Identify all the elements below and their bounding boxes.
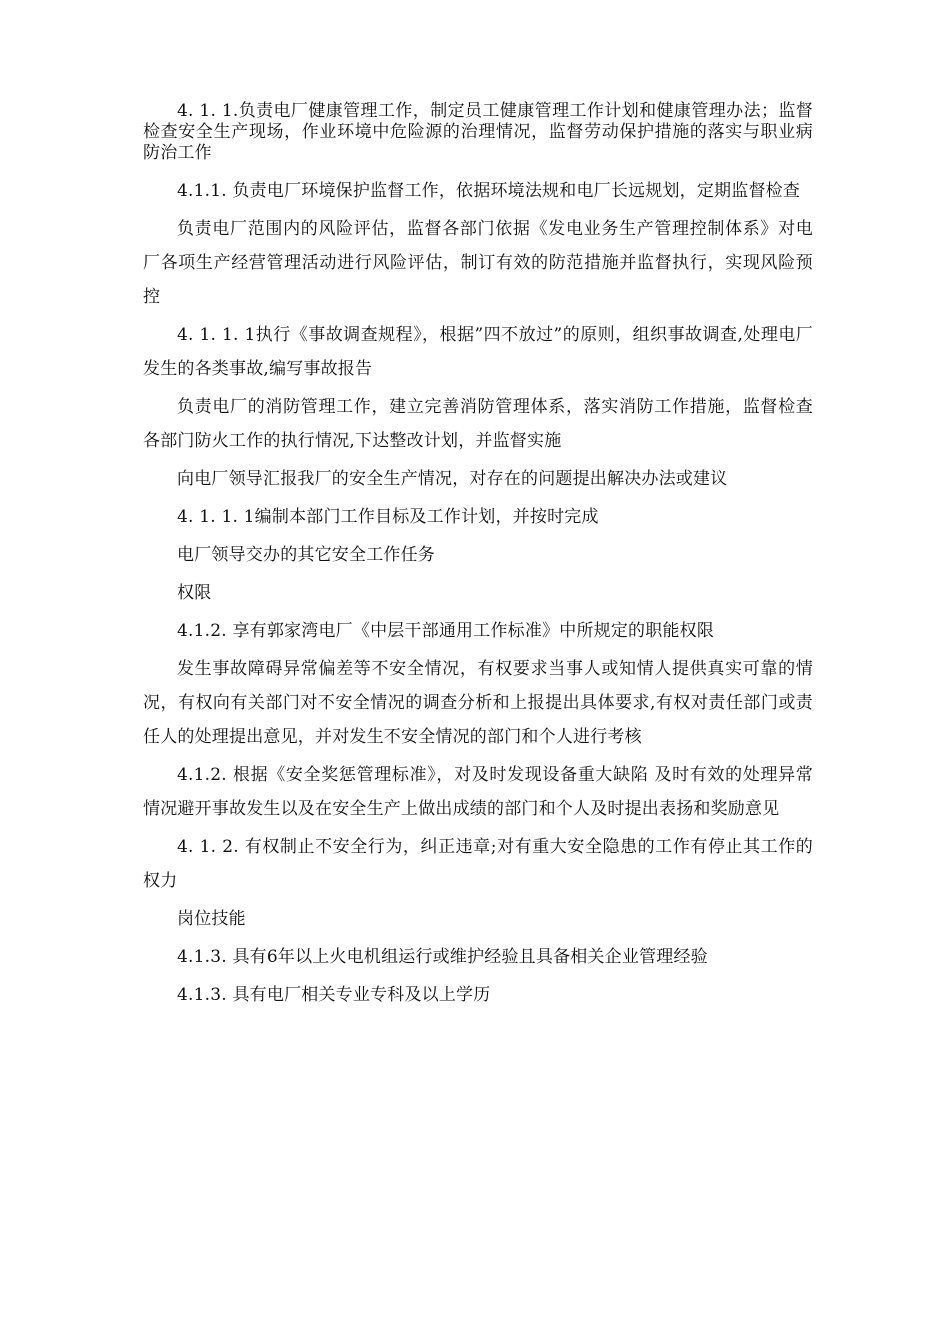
paragraph-accident-investigation: 4. 1. 1. 1执行《事故调查规程》，根据”四不放过”的原则，组织事故调查,处理电厂发生的各类事故,编写事故报告 [143, 325, 813, 379]
paragraph-environment-protection: 4.1.1. 负责电厂环境保护监督工作，依据环境法规和电厂长远规划，定期监督检查 [177, 181, 801, 201]
paragraph-department-goals: 4. 1. 1. 1编制本部门工作目标及工作计划，并按时完成 [177, 507, 599, 527]
document-body [143, 101, 813, 1016]
paragraph-functional-authority: 4.1.2. 享有郭家湾电厂《中层干部通用工作标准》中所规定的职能权限 [177, 621, 715, 641]
paragraph-rewards: 4.1.2. 根据《安全奖惩管理标准》，对及时发现设备重大缺陷 及时有效的处理异常情况避开事故发生以及在安全生产上做出成绩的部门和个人及时提出表扬和奖励意见 [143, 765, 813, 819]
paragraph-other-tasks: 电厂领导交办的其它安全工作任务 [177, 545, 435, 565]
paragraph-risk-assessment: 负责电厂范围内的风险评估，监督各部门依据《发电业务生产管理控制体系》对电厂各项生产经营管理活动进行风险评估，制订有效的防范措施并监督执行，实现风险预控 [143, 219, 813, 307]
section-heading-authority: 权限 [177, 583, 212, 603]
paragraph-experience-requirement: 4.1.3. 具有6年以上火电机组运行或维护经验且具备相关企业管理经验 [177, 947, 708, 967]
paragraph-stop-unsafe-behavior: 4. 1. 2. 有权制止不安全行为，纠正违章;对有重大安全隐患的工作有停止其工作的权力 [143, 837, 813, 891]
section-heading-job-skills: 岗位技能 [177, 909, 246, 929]
paragraph-fire-management: 负责电厂的消防管理工作，建立完善消防管理体系，落实消防工作措施，监督检查各部门防火工作的执行情况,下达整改计划，并监督实施 [143, 397, 813, 451]
paragraph-education-requirement: 4.1.3. 具有电厂相关专业专科及以上学历 [177, 985, 491, 1005]
paragraph-health-management: 4. 1. 1.负责电厂健康管理工作，制定员工健康管理工作计划和健康管理办法；监督检查安全生产现场，作业环境中危险源的治理情况，监督劳动保护措施的落实与职业病防治工作 [143, 101, 813, 163]
paragraph-unsafe-conditions: 发生事故障碍异常偏差等不安全情况，有权要求当事人或知情人提供真实可靠的情况，有权向有关部门对不安全情况的调查分析和上报提出具体要求,有权对责任部门或责任人的处理提出意见，并对发生不安全情况的部门和个人进行考核 [143, 659, 813, 747]
paragraph-report-to-leaders: 向电厂领导汇报我厂的安全生产情况，对存在的问题提出解决办法或建议 [177, 469, 728, 489]
